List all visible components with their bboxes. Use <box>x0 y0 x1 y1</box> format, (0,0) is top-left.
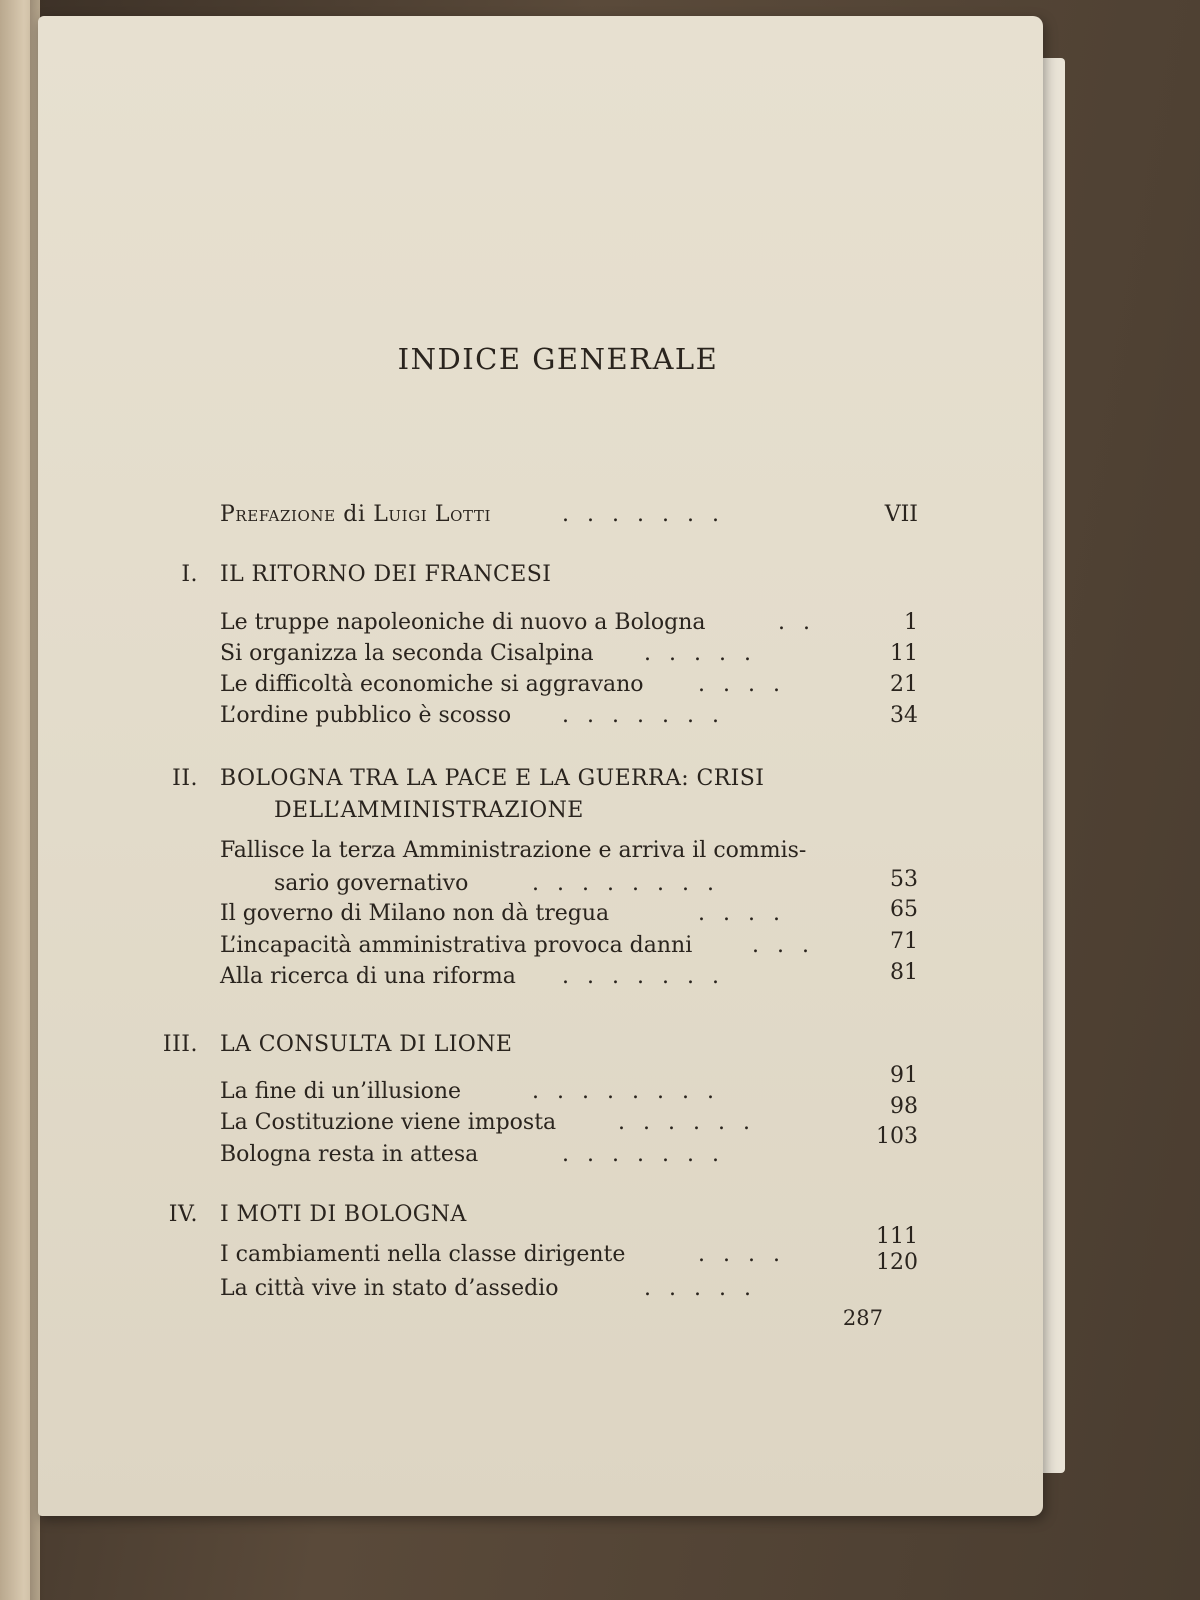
preface-label-author: Luigi Lotti <box>373 502 492 527</box>
entry-label: Le truppe napoleoniche di nuovo a Bologna <box>220 610 706 635</box>
entry-label: Alla ricerca di una riforma <box>220 964 516 989</box>
entry-page-number: 81 <box>890 960 918 985</box>
dot-leader: .. <box>778 610 828 635</box>
entry-page-number: 21 <box>890 672 918 697</box>
entry-label: La città vive in stato d’assedio <box>220 1276 559 1301</box>
chapter-number: III. <box>162 1032 198 1057</box>
entry-label: Le difficoltà economiche si aggravano <box>220 672 644 697</box>
entry-label: Si organizza la seconda Cisalpina <box>220 641 594 666</box>
toc-entry <box>38 703 1043 735</box>
entry-label-line-2: sario governativo <box>274 871 469 896</box>
entry-label: L’ordine pubblico è scosso <box>220 703 512 728</box>
chapter-title: I MOTI DI BOLOGNA <box>220 1202 467 1227</box>
chapter-number: IV. <box>168 1202 198 1227</box>
entry-page-number: 91 <box>890 1063 918 1088</box>
toc-entry <box>38 1124 1043 1174</box>
book-page <box>38 16 1043 1516</box>
entry-label: L’incapacità amministrativa provoca danni <box>220 933 693 958</box>
dot-leader: .... <box>698 1242 798 1267</box>
entry-page-number: 65 <box>890 897 918 922</box>
page-folio-number: 287 <box>842 1306 883 1330</box>
chapter-number: I. <box>181 562 198 587</box>
dot-leader: ....... <box>562 1142 737 1167</box>
toc-entry <box>38 610 1043 642</box>
dot-leader: .... <box>698 672 798 697</box>
chapter-title: IL RITORNO DEI FRANCESI <box>220 562 552 587</box>
dot-leader: ..... <box>644 641 769 666</box>
preface-page-number: VII <box>884 502 918 527</box>
dot-leader: ........ <box>532 871 732 896</box>
entry-page-number: 98 <box>890 1094 918 1119</box>
page-title: INDICE GENERALE <box>397 342 719 376</box>
dot-leader: ....... <box>562 703 737 728</box>
chapter-number: II. <box>172 766 198 791</box>
entry-label: I cambiamenti nella classe dirigente <box>220 1242 626 1267</box>
dot-leader: ...... <box>618 1110 768 1135</box>
entry-page-number: 103 <box>876 1124 918 1149</box>
entry-page-number: 71 <box>890 929 918 954</box>
dot-leader: ..... <box>644 1276 769 1301</box>
entry-page-number: 11 <box>890 641 918 666</box>
entry-page-number: 120 <box>876 1250 918 1275</box>
toc-entry <box>38 960 1043 996</box>
entry-page-number: 111 <box>876 1224 918 1249</box>
dot-leader: ........ <box>532 1079 732 1104</box>
entry-page-number: 34 <box>890 703 918 728</box>
entry-label: La fine di un’illusione <box>220 1079 462 1104</box>
preface-label-join: di <box>343 502 366 527</box>
toc-entry <box>38 641 1043 673</box>
toc-entry <box>38 838 1043 870</box>
toc-preface-row <box>38 502 1043 534</box>
preface-label <box>220 502 491 527</box>
entry-label: La Costituzione viene imposta <box>220 1110 557 1135</box>
chapter-title-line-2: DELL’AMMINISTRAZIONE <box>274 798 584 823</box>
chapter-title-line-1: BOLOGNA TRA LA PACE E LA GUERRA: CRISI <box>220 766 765 791</box>
entry-page-number: 1 <box>904 610 918 635</box>
toc-entry <box>38 672 1043 704</box>
chapter-title: LA CONSULTA DI LIONE <box>220 1032 513 1057</box>
entry-label: Il governo di Milano non dà tregua <box>220 901 610 926</box>
dot-leader: ....... <box>562 964 737 989</box>
dot-leader: ... <box>752 933 827 958</box>
dot-leader: ....... <box>562 502 737 527</box>
preface-label-lead: Prefazione <box>220 502 336 527</box>
entry-label: Bologna resta in attesa <box>220 1142 479 1167</box>
entry-label-line-1: Fallisce la terza Amministrazione e arriva il commis- <box>220 838 807 863</box>
entry-page-number: 53 <box>890 867 918 892</box>
page-content <box>38 16 1043 1516</box>
dot-leader: .... <box>698 901 798 926</box>
